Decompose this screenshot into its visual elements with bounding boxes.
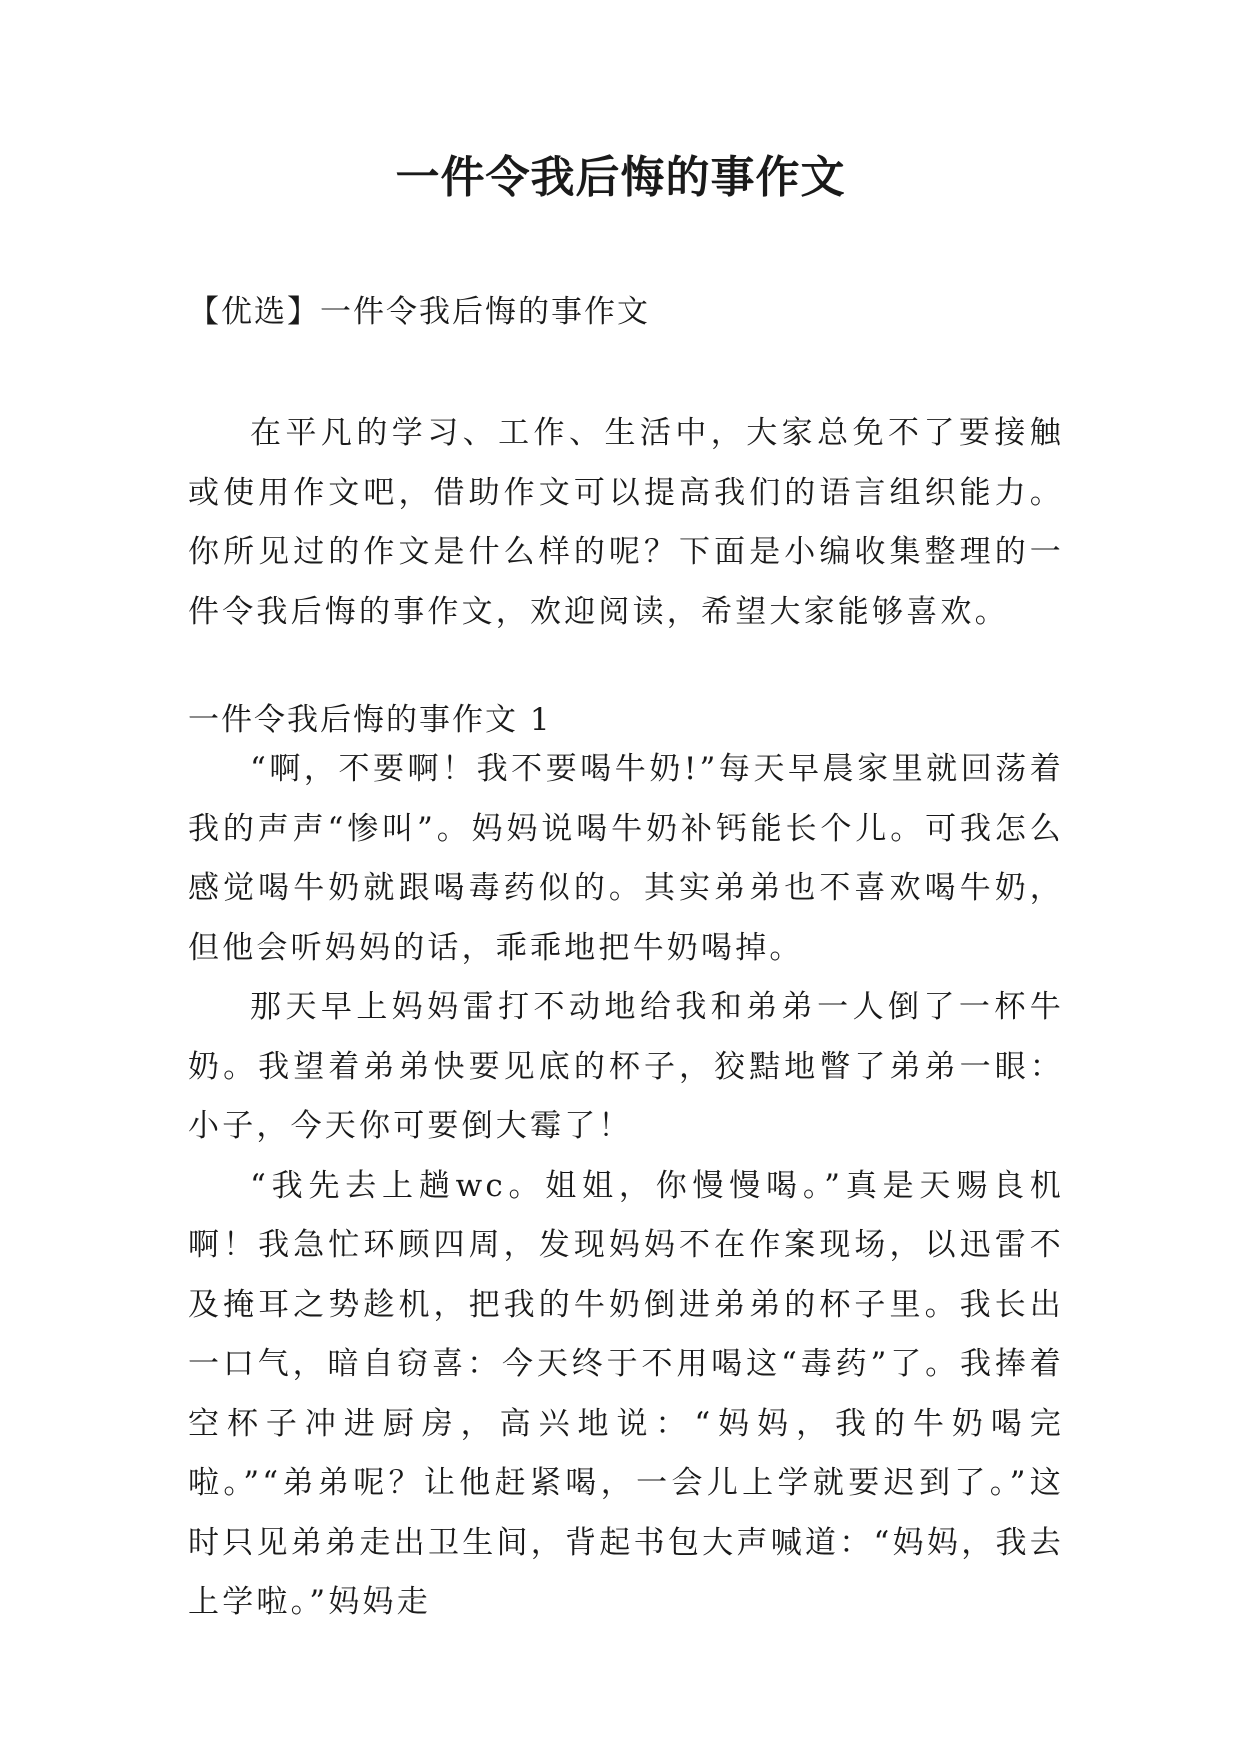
essay-paragraph-2: 那天早上妈妈雷打不动地给我和弟弟一人倒了一杯牛奶。我望着弟弟快要见底的杯子，狡黠地瞥了弟弟一眼：小子，今天你可要倒大霉了！ — [188, 989, 1064, 1144]
essay-body — [188, 740, 1064, 1633]
essay-paragraph-3: “我先去上趟wc。姐姐，你慢慢喝。”真是天赐良机啊！我急忙环顾四周，发现妈妈不在作案现场，以迅雷不及掩耳之势趁机，把我的牛奶倒进弟弟的杯子里。我长出一口气，暗自窃喜：今天终于不用喝这“毒药”了。我捧着空杯子冲进厨房，高兴地说：“妈妈，我的牛奶喝完啦。”“弟弟呢？让他赶紧喝，一会儿上学就要迟到了。”这时只见弟弟走出卫生间，背起书包大声喊道：“妈妈，我去上学啦。”妈妈走 — [188, 1167, 1064, 1620]
intro-paragraph: 在平凡的学习、工作、生活中，大家总免不了要接触或使用作文吧，借助作文可以提高我们的语言组织能力。你所见过的作文是什么样的呢？下面是小编收集整理的一件令我后悔的事作文，欢迎阅读，希望大家能够喜欢。 — [188, 415, 1064, 630]
document-title: 一件令我后悔的事作文 — [395, 152, 846, 203]
document-subtitle: 【优选】一件令我后悔的事作文 — [188, 294, 650, 330]
section-heading: 一件令我后悔的事作文 1 — [188, 702, 552, 738]
essay-paragraph-1: “啊，不要啊！我不要喝牛奶!”每天早晨家里就回荡着我的声声“惨叫”。妈妈说喝牛奶补钙能长个儿。可我怎么感觉喝牛奶就跟喝毒药似的。其实弟弟也不喜欢喝牛奶，但他会听妈妈的话，乖乖地把牛奶喝掉。 — [188, 751, 1064, 966]
intro-block — [188, 404, 1064, 642]
